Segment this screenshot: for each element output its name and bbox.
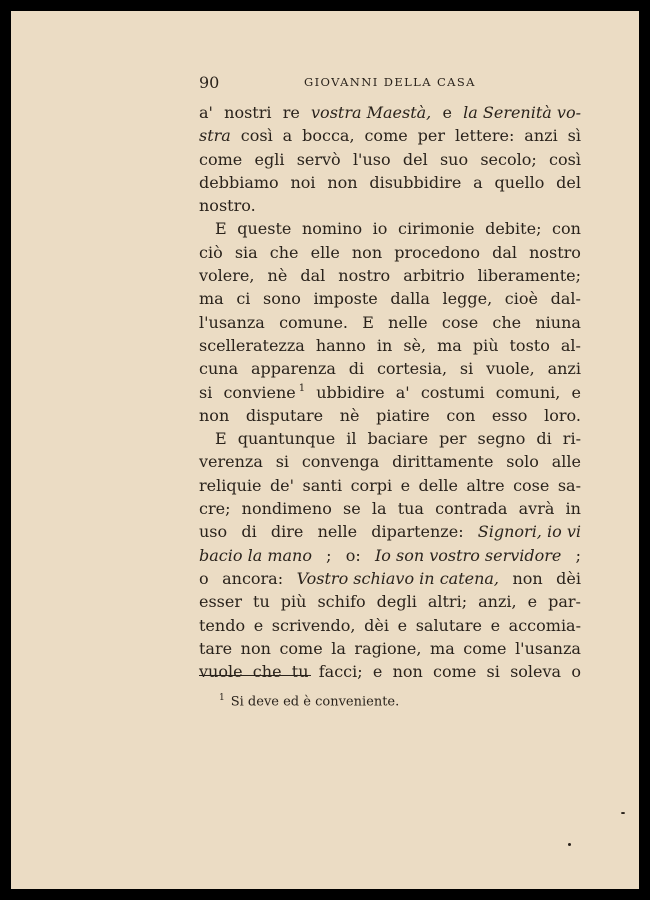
word: par- [548, 592, 581, 612]
word: sè, [403, 335, 427, 355]
word: a' [395, 382, 410, 402]
italic-phrase: la Serenità vo- [463, 103, 581, 122]
word: tare [199, 638, 233, 658]
word: del [402, 149, 428, 169]
word: non [512, 568, 543, 588]
word: sa- [557, 475, 581, 495]
word: nostro [338, 266, 391, 286]
word: comuni, [495, 382, 561, 402]
running-title: GIOVANNI DELLA CASA [304, 75, 476, 89]
word: il [346, 429, 357, 449]
word: ubbidire [316, 382, 385, 402]
text-line [199, 614, 581, 637]
word: procedono [394, 242, 480, 262]
text-line [199, 497, 581, 520]
word: comune. [279, 312, 349, 332]
word: secolo; [480, 149, 537, 169]
word: dipartenze: [371, 522, 464, 542]
word: accomia- [508, 615, 581, 635]
word: al- [560, 335, 581, 355]
word: e [397, 615, 408, 635]
italic-phrase: stra [199, 126, 231, 146]
word: tua [397, 499, 424, 519]
word: si [486, 662, 500, 682]
word: e [490, 615, 501, 635]
word: imposte [313, 289, 378, 309]
word: altre [466, 475, 505, 495]
word: nomino [301, 219, 363, 239]
word: di [536, 429, 552, 449]
word: dal [300, 266, 326, 286]
text-line [199, 357, 581, 380]
text-line [199, 427, 581, 450]
word: nostro [529, 242, 581, 262]
word: la [371, 499, 387, 519]
word: scrivendo, [271, 615, 356, 635]
word: alle [551, 452, 581, 472]
word: del [556, 172, 581, 192]
word: che [492, 312, 522, 332]
word: come [433, 662, 477, 682]
word: l'usanza [199, 312, 265, 332]
word: esser [199, 592, 243, 612]
word: loro. [544, 405, 581, 425]
word: verenza [199, 452, 263, 472]
word: anzi [547, 359, 581, 379]
word: anzi [524, 126, 558, 146]
italic-phrase: vostra Maestà, [311, 103, 432, 122]
word: non [240, 638, 271, 658]
word: quantunque [237, 429, 336, 449]
word: di [348, 359, 365, 379]
word: ma [437, 335, 462, 355]
word: dal [492, 242, 517, 262]
word: reliquie [199, 475, 262, 495]
footnote-reference: 1 [298, 383, 306, 395]
word: ; [326, 545, 332, 565]
text-line [199, 590, 581, 613]
word: suo [439, 149, 469, 169]
word: debbiamo [199, 172, 279, 192]
word: facci; [318, 662, 363, 682]
word: esso [491, 405, 528, 425]
word: nelle [388, 312, 428, 332]
word: ma [199, 289, 224, 309]
word: disubbidire [369, 172, 462, 192]
word: arbitrio [403, 266, 465, 286]
word: avrà [518, 499, 555, 519]
word: più [472, 335, 499, 355]
word: l'usanza [515, 638, 581, 658]
word: o [199, 568, 209, 588]
text-line [199, 474, 581, 497]
word: dèi [556, 568, 581, 588]
text-line [199, 334, 581, 357]
word: sì [567, 126, 581, 146]
word: corpi [350, 475, 393, 495]
italic-phrase: Vostro schiavo in catena, [296, 568, 500, 588]
word: ci [236, 289, 251, 309]
word: si [459, 359, 474, 379]
word: cose [513, 475, 550, 495]
word: de' [269, 475, 295, 495]
text-line [199, 404, 581, 427]
word: come [463, 638, 507, 658]
word: si [275, 452, 290, 472]
word: solo [506, 452, 539, 472]
word: disputare [245, 405, 324, 425]
word: cose [441, 312, 479, 332]
word: io [372, 219, 388, 239]
word: piatire [376, 405, 430, 425]
word: ; [575, 545, 581, 565]
italic-phrase: Signori, io vi [477, 522, 581, 542]
text-line [199, 171, 581, 194]
page-header [199, 73, 579, 93]
word: come [364, 126, 408, 146]
word: con [446, 405, 476, 425]
word: cirimonie [397, 219, 475, 239]
word: cioè [504, 289, 538, 309]
word: nostro. [199, 196, 256, 216]
text-line [199, 520, 581, 543]
word: a' [199, 103, 213, 122]
word: nostri [224, 103, 272, 122]
text-line [199, 241, 581, 264]
text-line [199, 660, 581, 683]
word: non [327, 172, 358, 192]
word: se [343, 499, 361, 519]
word: con [552, 219, 581, 239]
word: hanno [315, 335, 366, 355]
word: baciare [367, 429, 429, 449]
word: nondimeno [241, 499, 332, 519]
word: queste [237, 219, 292, 239]
word: più [280, 592, 307, 612]
word: E [215, 219, 227, 239]
word: e [571, 382, 581, 402]
word: o: [345, 545, 361, 565]
word: sono [263, 289, 301, 309]
word: tu [253, 592, 270, 612]
word: legge, [442, 289, 493, 309]
word: così [549, 149, 581, 169]
word: l'uso [352, 149, 391, 169]
word: scelleratezza [199, 335, 305, 355]
word: in [565, 499, 581, 519]
word: sia [234, 242, 258, 262]
word: liberamente; [477, 266, 581, 286]
word: E [215, 429, 227, 449]
word: non [392, 662, 423, 682]
word: dire [270, 522, 304, 542]
word: e [442, 103, 452, 122]
text-line [199, 567, 581, 590]
word: uso [199, 522, 228, 542]
word: apparenza [250, 359, 336, 379]
word: anzi, [478, 592, 517, 612]
word: egli [254, 149, 285, 169]
word: E [362, 312, 374, 332]
word: e [253, 615, 264, 635]
word: convenga [301, 452, 380, 472]
word: nè [267, 266, 288, 286]
word: si [199, 382, 213, 402]
book-page [11, 11, 639, 889]
word: tosto [509, 335, 550, 355]
word: elle [310, 242, 340, 262]
word: come [199, 149, 243, 169]
ink-speck [621, 812, 625, 814]
word: costumi [420, 382, 485, 402]
word: bocca, [302, 126, 355, 146]
word: tendo [199, 615, 246, 635]
word: santi [302, 475, 343, 495]
word: ri- [562, 429, 581, 449]
word: non [199, 405, 230, 425]
text-line [199, 264, 581, 287]
word: la [331, 638, 346, 658]
word: a [473, 172, 483, 192]
word: vuole [199, 662, 243, 682]
word: in [376, 335, 393, 355]
word: re [282, 103, 300, 122]
word: cortesia, [376, 359, 448, 379]
word: schifo [317, 592, 366, 612]
word: salutare [415, 615, 482, 635]
word: debite; [485, 219, 542, 239]
italic-phrase: bacio la mano [199, 545, 312, 565]
text-line [199, 217, 581, 240]
word: così [240, 126, 273, 146]
word: niuna [535, 312, 581, 332]
word: a [282, 126, 293, 146]
word: quello [494, 172, 545, 192]
word: di [241, 522, 257, 542]
word: cuna [199, 359, 239, 379]
word: e [527, 592, 538, 612]
word: non [351, 242, 383, 262]
word: ciò [199, 242, 223, 262]
word: volere, [199, 266, 255, 286]
italic-phrase: Io son vostro servidore [374, 545, 562, 565]
word: lettere: [454, 126, 515, 146]
text-line [199, 194, 581, 217]
word: ancora: [222, 568, 284, 588]
word: ragione, [354, 638, 422, 658]
footnote-mark: 1 [219, 693, 225, 703]
word: o [571, 662, 581, 682]
word: soleva [510, 662, 562, 682]
word: dalla [390, 289, 430, 309]
word: delle [418, 475, 458, 495]
word: dirittamente [392, 452, 494, 472]
word: contrada [435, 499, 508, 519]
text-line [199, 381, 581, 404]
word: nè [339, 405, 360, 425]
text-line [199, 450, 581, 473]
text-line [199, 101, 581, 124]
text-line [199, 124, 581, 147]
footnote-text: Si deve ed è conveniente. [230, 694, 400, 710]
word: cre; [199, 499, 231, 519]
word: segno [477, 429, 526, 449]
word: che [269, 242, 299, 262]
word: ma [430, 638, 455, 658]
word: e [400, 475, 411, 495]
word: altri; [427, 592, 468, 612]
text-line [199, 637, 581, 660]
footnote-rule [199, 675, 311, 676]
word: che [252, 662, 282, 682]
word: servò [296, 149, 341, 169]
word: noi [290, 172, 316, 192]
text-line [199, 287, 581, 310]
word: per [417, 126, 445, 146]
ink-speck [568, 843, 571, 846]
footnote [219, 689, 399, 711]
word-text: conviene [223, 382, 296, 402]
word: come [279, 638, 323, 658]
word: vuole, [486, 359, 535, 379]
word: dal- [550, 289, 581, 309]
word: tu [291, 662, 309, 682]
text-line [199, 544, 581, 567]
text-line [199, 311, 581, 334]
word: degli [376, 592, 417, 612]
body-text [199, 101, 581, 683]
word: dèi [364, 615, 389, 635]
word [223, 381, 305, 404]
word: per [439, 429, 467, 449]
word: e [372, 662, 383, 682]
text-line [199, 148, 581, 171]
page-number: 90 [199, 73, 220, 92]
word: nelle [317, 522, 358, 542]
